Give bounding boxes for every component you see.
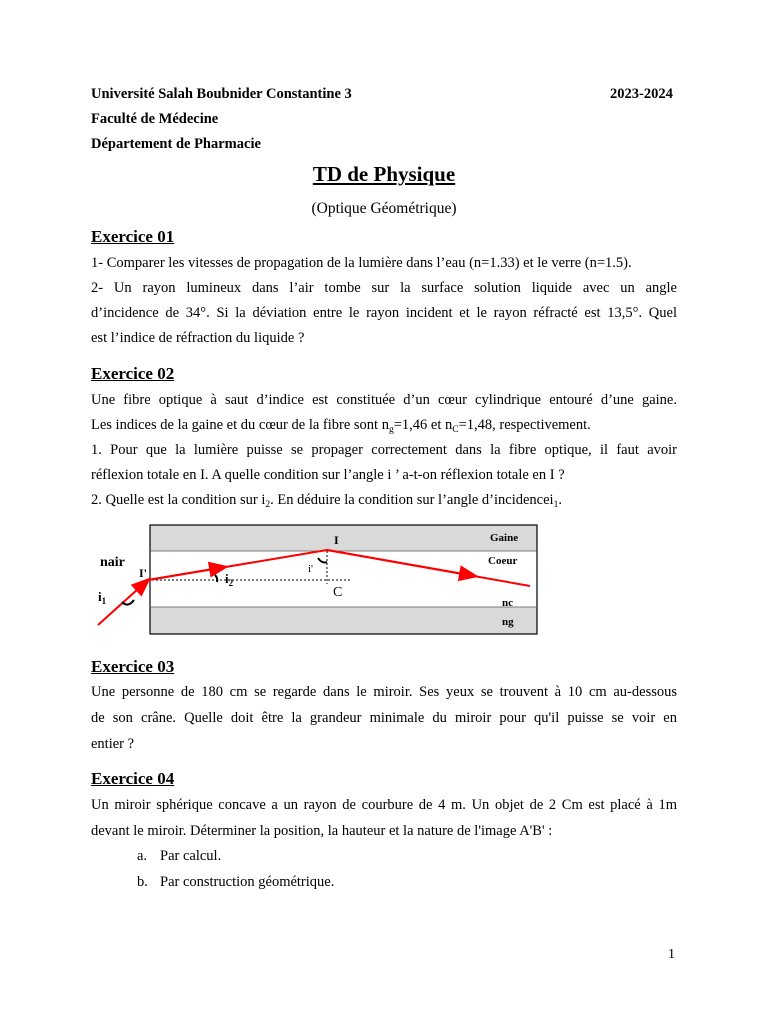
label-nair: nair (100, 555, 125, 570)
cladding-bottom (150, 607, 537, 634)
faculty-name: Faculté de Médecine (91, 111, 219, 127)
exercise-4-line-1: Un miroir sphérique concave a un rayon de courbure de 4 m. Un objet de 2 Cm est placé à 1m (91, 797, 677, 813)
exercise-4-heading: Exercice 04 (91, 769, 175, 788)
exercise-4-item-a: a. Par calcul. (137, 848, 222, 864)
label-iprime: i' (308, 563, 314, 575)
label-I: I (334, 533, 339, 547)
label-i1: $i_1$ (98, 589, 107, 606)
department-name: Département de Pharmacie (91, 136, 261, 152)
exercise-4-item-b: b. Par construction géométrique. (137, 874, 335, 890)
exercise-1-question-2-line-1: 2- Un rayon lumineux dans l’air tombe sur la surface solution liquide avec un angle (91, 280, 677, 296)
cladding-top (150, 525, 537, 551)
exercise-3-line-2: de son crâne. Quelle doit être la grandeur minimale du miroir pour qu'il puisse se voir en (91, 710, 677, 726)
document-subtitle: (Optique Géométrique) (311, 200, 457, 217)
label-C: C (333, 585, 343, 600)
label-coeur: Coeur (488, 555, 518, 567)
fiber-core (150, 551, 537, 607)
exercise-2-heading: Exercice 02 (91, 364, 175, 383)
label-nc: nc (502, 597, 513, 609)
university-name: Université Salah Boubnider Constantine 3 (91, 86, 352, 102)
exercise-1-question-2-line-3: est l’indice de réfraction du liquide ? (91, 330, 305, 346)
exercise-1-heading: Exercice 01 (91, 227, 175, 246)
exercise-2-line-5: 2. Quelle est la condition sur $i_2$. En déduire la condition sur l’angle d’incidencei$_1$. (91, 492, 562, 510)
exercise-2-line-4: réflexion totale en I. A quelle condition sur l’angle i ’ a-t-on réflexion totale en I ? (91, 467, 565, 483)
exercise-1-question-2-line-2: d’incidence de 34°. Si la déviation entre le rayon incident et le rayon réfracté est 13,5°. Quel (91, 305, 677, 321)
exercise-1-question-1: 1- Comparer les vitesses de propagation de la lumière dans l’eau (n=1.33) et le verre (n=1.5). (91, 255, 632, 271)
optical-fiber-diagram (90, 520, 550, 640)
label-ng: ng (502, 616, 514, 628)
label-i2: $i_2$ (225, 571, 234, 588)
exercise-3-line-1: Une personne de 180 cm se regarde dans le miroir. Ses yeux se trouvent à 10 cm au-dessous (91, 684, 677, 700)
exercise-4-line-2: devant le miroir. Déterminer la position, la hauteur et la nature de l'image A'B' : (91, 823, 553, 839)
page-number: 1 (668, 947, 675, 962)
document-title: TD de Physique (312, 162, 456, 186)
exercise-3-heading: Exercice 03 (91, 657, 175, 676)
exercise-2-line-1: Une fibre optique à saut d’indice est constituée d’un cœur cylindrique entouré d’une gaine. (91, 392, 677, 408)
label-gaine: Gaine (490, 532, 519, 544)
exercise-2-line-3: 1. Pour que la lumière puisse se propager correctement dans la fibre optique, il faut avoir (91, 442, 677, 458)
academic-year: 2023-2024 (610, 86, 673, 102)
exercise-3-line-3: entier ? (91, 736, 135, 752)
label-Iprime: I' (139, 566, 148, 580)
exercise-2-line-2: Les indices de la gaine et du cœur de la fibre sont $n_g=1,46$ et $n_C=1,48$, respectivement. (91, 417, 591, 435)
